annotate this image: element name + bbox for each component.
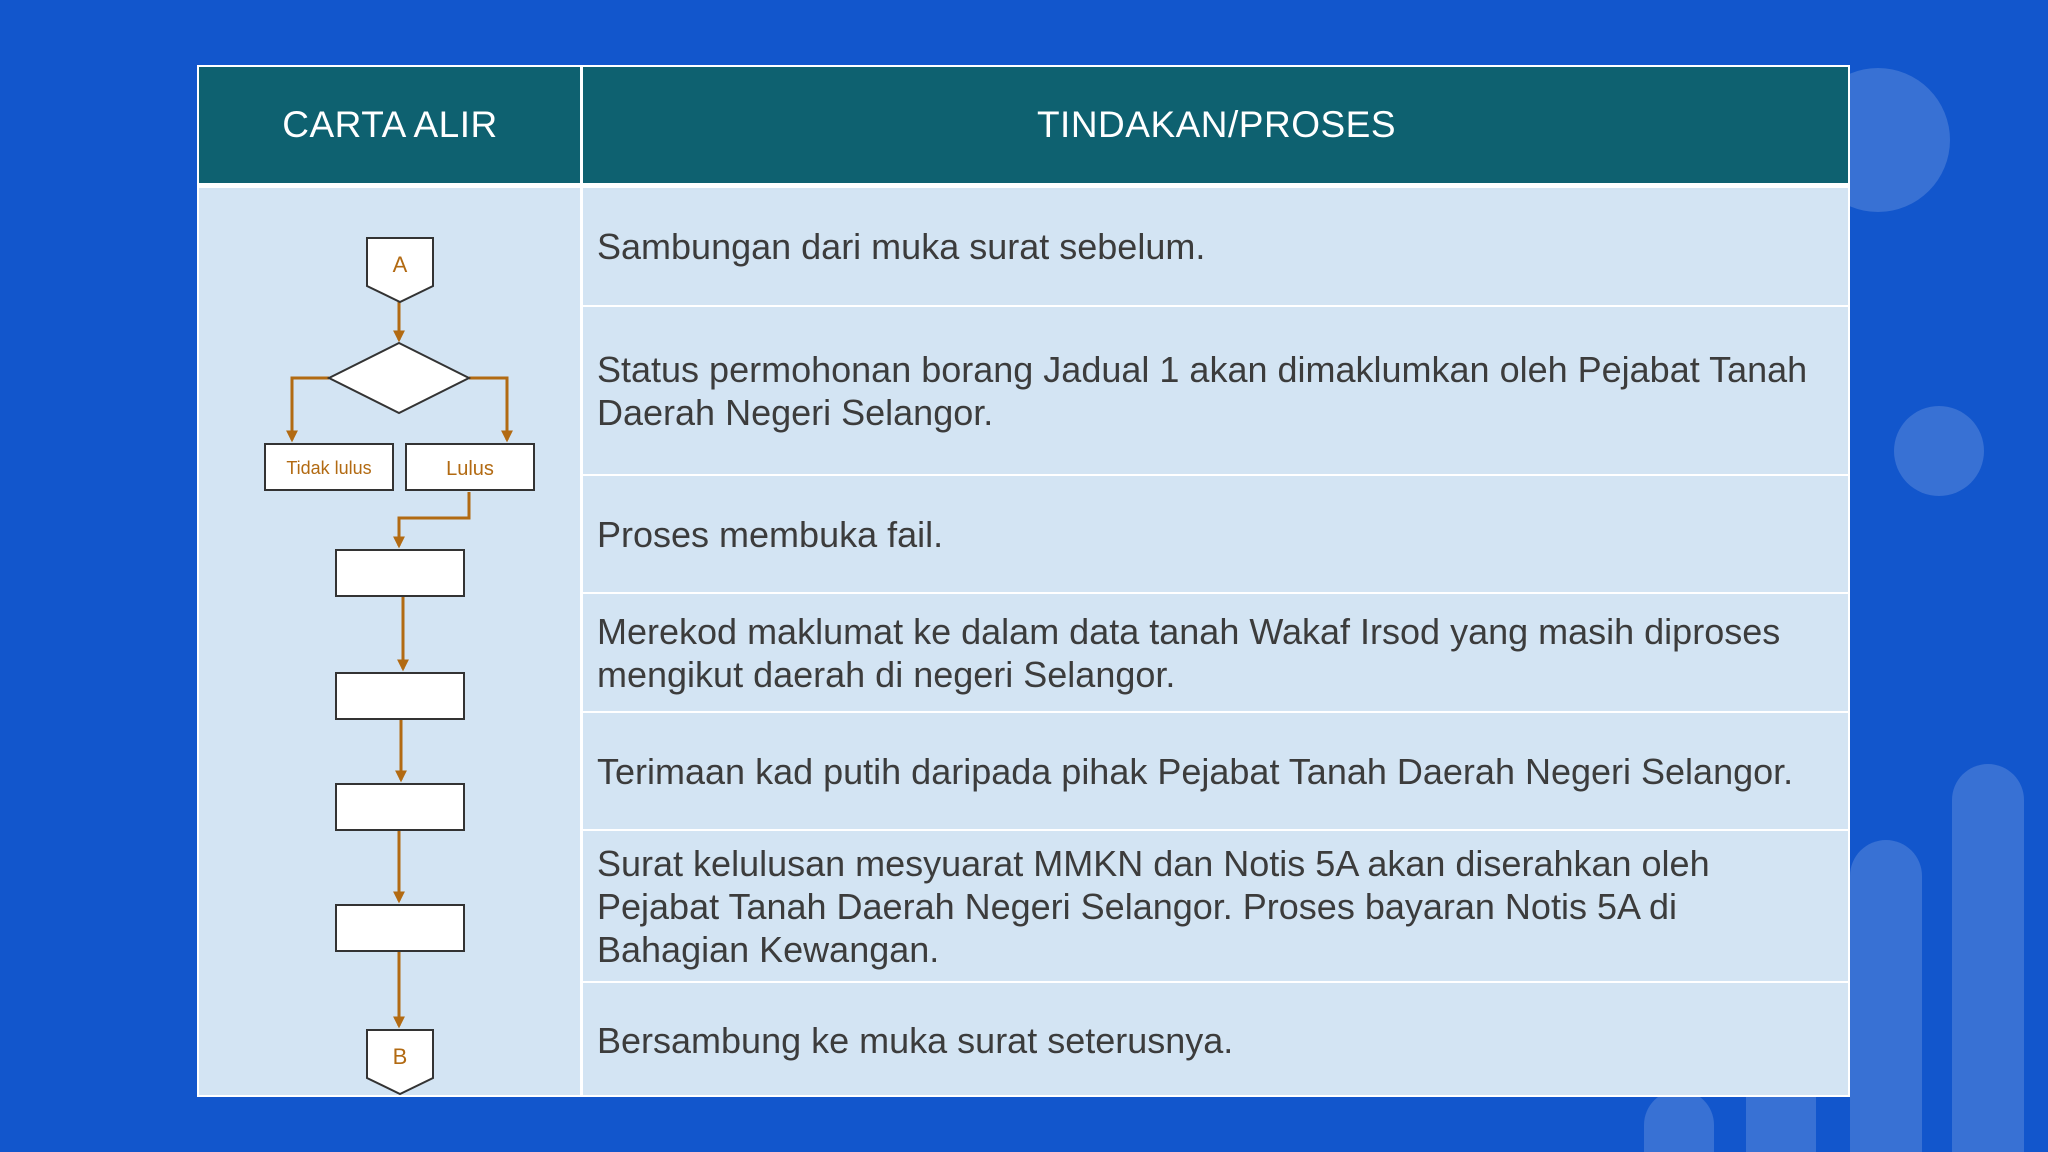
flowchart (199, 188, 580, 1097)
flowchart-table (197, 65, 1850, 1097)
process-box (336, 905, 464, 951)
flow-arrow (292, 378, 329, 440)
decision-diamond (329, 343, 469, 413)
decorative-bar (1850, 840, 1922, 1152)
process-box (336, 550, 464, 596)
process-row (583, 307, 1850, 476)
decorative-circle (1894, 406, 1984, 496)
process-box (336, 784, 464, 830)
table-header (199, 67, 1848, 188)
connector-b-label: B (392, 1044, 408, 1069)
process-text: Status permohonan borang Jadual 1 akan dimaklumkan oleh Pejabat Tanah Daerah Negeri Selangor. (597, 348, 1808, 433)
flow-arrow (399, 492, 469, 546)
process-box (336, 673, 464, 719)
process-text: Terimaan kad putih daripada pihak Pejabat Tanah Daerah Negeri Selangor. (597, 750, 1794, 792)
header-tindakan-proses: TINDAKAN/PROSES (1036, 104, 1397, 145)
process-row (583, 831, 1850, 983)
process-row (583, 188, 1850, 307)
process-text: Sambungan dari muka surat sebelum. (597, 226, 1206, 267)
decorative-bar (1952, 764, 2024, 1152)
process-row (583, 594, 1850, 713)
connector-a-label: A (392, 252, 408, 277)
header-carta-alir: CARTA ALIR (282, 104, 498, 145)
branch-label-lulus: Lulus (446, 458, 494, 480)
process-row (583, 476, 1850, 594)
flow-arrow (469, 378, 507, 440)
process-text: Bersambung ke muka surat seterusnya. (597, 1019, 1234, 1061)
process-row (583, 713, 1850, 831)
process-text: Proses membuka fail. (597, 513, 944, 555)
process-text: Merekod maklumat ke dalam data tanah Wakaf Irsod yang masih diproses mengikut daerah di negeri Selangor. (597, 610, 1781, 695)
decorative-bar (1644, 1090, 1714, 1152)
branch-label-tidak-lulus: Tidak lulus (286, 458, 372, 478)
process-text: Surat kelulusan mesyuarat MMKN dan Notis 5A akan diserahkan oleh Pejabat Tanah Daerah Negeri Selangor. Proses bayaran Notis 5A di Bahagian Kewangan. (597, 842, 1710, 970)
process-row (583, 983, 1850, 1097)
